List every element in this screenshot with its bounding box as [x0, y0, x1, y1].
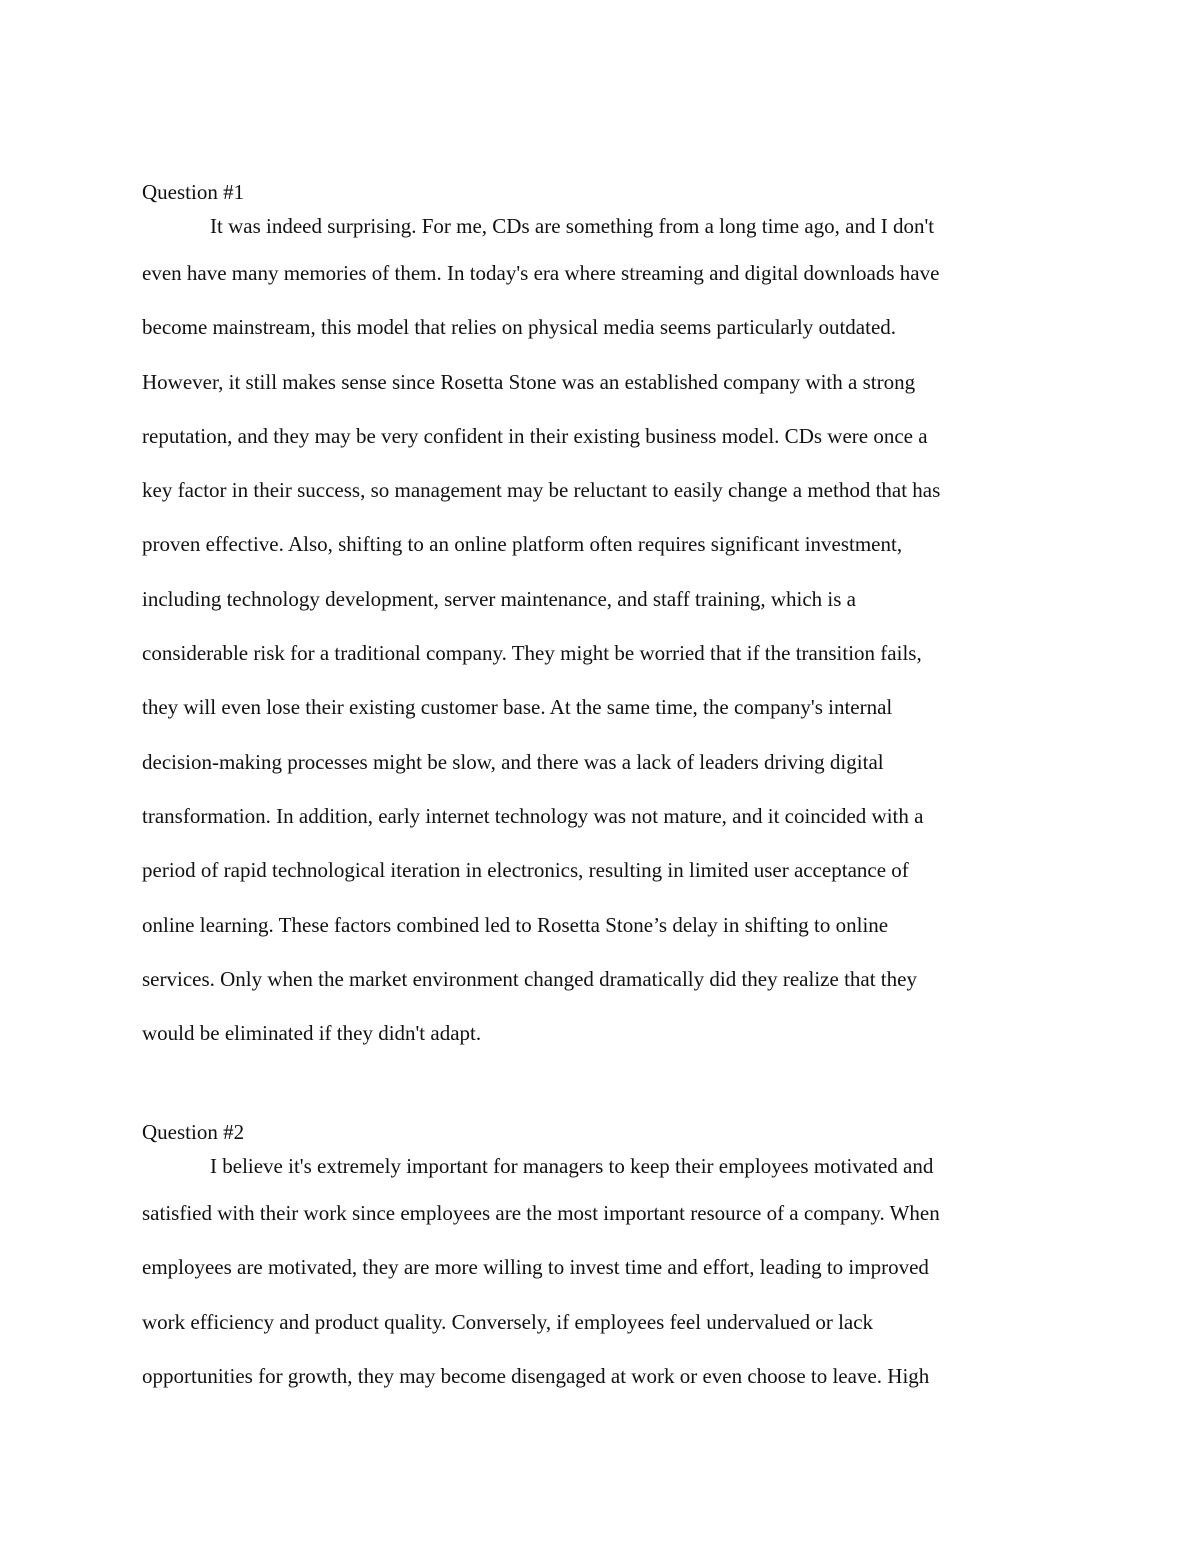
- question-1-line-11: decision-making processes might be slow, and there was a lack of leaders driving digital: [142, 749, 884, 774]
- question-2-line-2: satisfied with their work since employees are the most important resource of a company. When: [142, 1201, 940, 1225]
- question-1-line-9: considerable risk for a traditional company. They might be worried that if the transition fails,: [142, 641, 922, 666]
- question-2-line-4: work efficiency and product quality. Conversely, if employees feel undervalued or lack: [142, 1309, 874, 1334]
- question-1-line-12: transformation. In addition, early internet technology was not mature, and it coincided with a: [142, 803, 924, 828]
- question-1-line-4: However, it still makes sense since Rosetta Stone was an established company with a strong: [142, 369, 916, 394]
- question-1-section: [142, 178, 1042, 1060]
- question-2-line-3: employees are motivated, they are more willing to invest time and effort, leading to improved: [142, 1255, 929, 1280]
- question-2-section: [142, 1118, 1042, 1403]
- question-1-line-2: even have many memories of them. In today's era where streaming and digital downloads have: [142, 261, 940, 285]
- question-1-line-10: they will even lose their existing customer base. At the same time, the company's internal: [142, 695, 893, 720]
- question-1-line-13: period of rapid technological iteration in electronics, resulting in limited user acceptance of: [142, 858, 909, 883]
- question-2-heading: Question #2: [142, 1120, 245, 1144]
- question-1-line-15: services. Only when the market environment changed dramatically did they realize that they: [142, 966, 917, 991]
- question-1-line-6: key factor in their success, so management may be reluctant to easily change a method that has: [142, 478, 941, 503]
- question-1-line-8: including technology development, server maintenance, and staff training, which is a: [142, 586, 856, 611]
- question-1-line-16: would be eliminated if they didn't adapt.: [142, 1021, 482, 1046]
- question-2-line-1: I believe it's extremely important for managers to keep their employees motivated and: [210, 1154, 934, 1178]
- question-2-line-5: opportunities for growth, they may become disengaged at work or even choose to leave. High: [142, 1363, 930, 1388]
- question-1-line-7: proven effective. Also, shifting to an online platform often requires significant investment,: [142, 532, 903, 557]
- question-1-heading: Question #1: [142, 180, 245, 204]
- question-1-line-5: reputation, and they may be very confident in their existing business model. CDs were once a: [142, 423, 928, 448]
- question-1-line-1: It was indeed surprising. For me, CDs are something from a long time ago, and I don't: [210, 214, 935, 238]
- question-1-line-3: become mainstream, this model that relies on physical media seems particularly outdated.: [142, 315, 897, 340]
- question-1-line-14: online learning. These factors combined led to Rosetta Stone’s delay in shifting to online: [142, 912, 889, 937]
